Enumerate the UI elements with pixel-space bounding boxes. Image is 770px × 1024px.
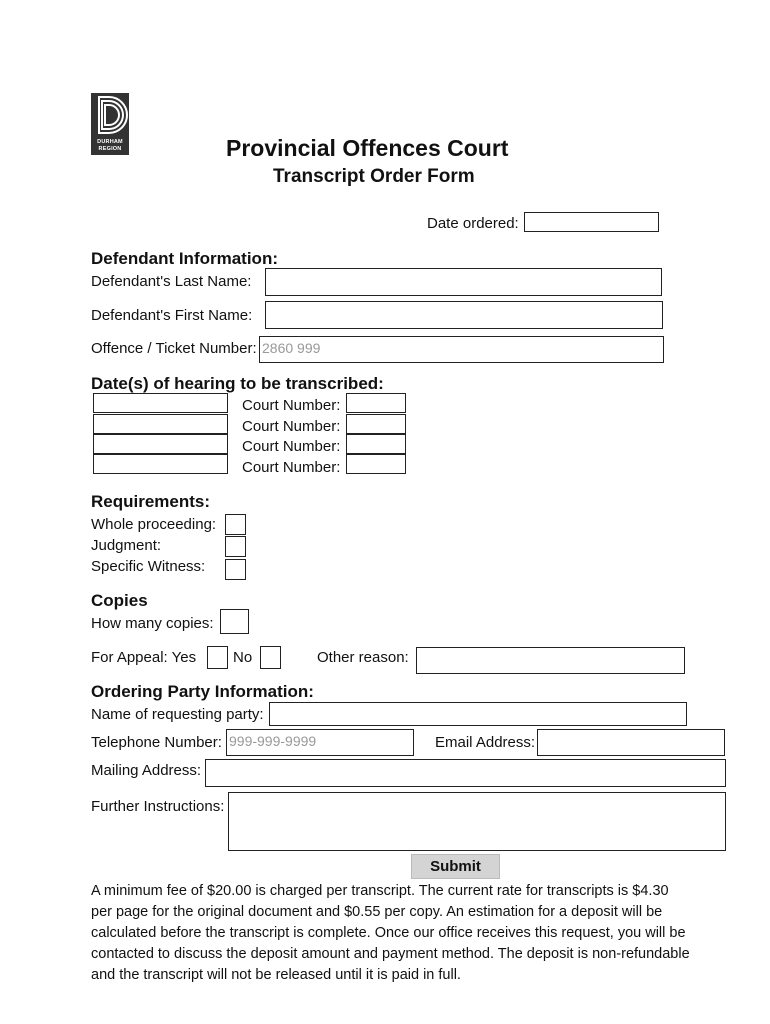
ticket-number-field[interactable]: 2860 999 xyxy=(259,336,664,363)
date-ordered-field[interactable] xyxy=(524,212,659,232)
first-name-field[interactable] xyxy=(265,301,663,329)
durham-d-icon xyxy=(91,93,129,137)
fee-information-text: A minimum fee of $20.00 is charged per transcript. The current rate for transcripts is $4.30 per page for the original document and $0.55 per copy. An estimation for a deposit will be calculated before the transcript is complete. Once our office receives this request, you will be contacted to discuss the deposit amount and payment method. The deposit is non-refundable and the transcript will not be released until it is paid in full. xyxy=(91,883,690,983)
how-many-copies-label: How many copies: xyxy=(91,615,214,632)
other-reason-field[interactable] xyxy=(416,647,685,674)
durham-region-logo xyxy=(91,93,129,155)
court-number-field-4[interactable] xyxy=(346,454,406,474)
ticket-number-label: Offence / Ticket Number: xyxy=(91,340,257,357)
telephone-field[interactable]: 999-999-9999 xyxy=(226,729,414,756)
for-appeal-no-checkbox[interactable] xyxy=(260,646,281,669)
email-field[interactable] xyxy=(537,729,725,756)
hearing-heading: Date(s) of hearing to be transcribed: xyxy=(91,374,384,393)
hearing-date-field-3[interactable] xyxy=(93,434,228,454)
submit-button[interactable]: Submit xyxy=(411,854,500,879)
how-many-copies-field[interactable] xyxy=(220,609,249,634)
court-number-label-1: Court Number: xyxy=(242,397,341,414)
copies-heading: Copies xyxy=(91,591,148,610)
court-number-field-3[interactable] xyxy=(346,434,406,454)
court-number-label-4: Court Number: xyxy=(242,459,341,476)
specific-witness-label: Specific Witness: xyxy=(91,558,206,575)
mailing-address-label: Mailing Address: xyxy=(91,762,202,779)
hearing-date-field-2[interactable] xyxy=(93,414,228,434)
for-appeal-yes-checkbox[interactable] xyxy=(207,646,228,669)
page-title: Provincial Offences Court xyxy=(226,135,509,161)
judgment-label: Judgment: xyxy=(91,537,162,554)
mailing-address-field[interactable] xyxy=(205,759,726,787)
email-label: Email Address: xyxy=(435,734,536,751)
page-subtitle: Transcript Order Form xyxy=(273,166,475,187)
court-number-field-2[interactable] xyxy=(346,414,406,434)
whole-proceeding-checkbox[interactable] xyxy=(225,514,246,535)
further-instructions-label: Further Instructions: xyxy=(91,798,225,815)
logo-text-line1: DURHAM xyxy=(97,139,123,145)
defendant-heading: Defendant Information: xyxy=(91,249,278,268)
court-number-label-3: Court Number: xyxy=(242,438,341,455)
court-number-field-1[interactable] xyxy=(346,393,406,413)
judgment-checkbox[interactable] xyxy=(225,536,246,557)
requesting-party-label: Name of requesting party: xyxy=(91,706,264,723)
date-ordered-label: Date ordered: xyxy=(427,215,519,232)
further-instructions-field[interactable] xyxy=(228,792,726,851)
hearing-date-field-4[interactable] xyxy=(93,454,228,474)
specific-witness-checkbox[interactable] xyxy=(225,559,246,580)
last-name-field[interactable] xyxy=(265,268,662,296)
whole-proceeding-label: Whole proceeding: xyxy=(91,516,217,533)
court-number-label-2: Court Number: xyxy=(242,418,341,435)
for-appeal-no-label: No xyxy=(233,649,253,666)
ordering-party-heading: Ordering Party Information: xyxy=(91,682,314,701)
other-reason-label: Other reason: xyxy=(317,649,409,666)
requesting-party-field[interactable] xyxy=(269,702,687,726)
last-name-label: Defendant's Last Name: xyxy=(91,273,252,290)
telephone-label: Telephone Number: xyxy=(91,734,222,751)
hearing-date-field-1[interactable] xyxy=(93,393,228,413)
requirements-heading: Requirements: xyxy=(91,492,211,511)
logo-text-line2: REGION xyxy=(98,146,122,152)
for-appeal-yes-label: For Appeal: Yes xyxy=(91,649,197,666)
first-name-label: Defendant's First Name: xyxy=(91,307,253,324)
